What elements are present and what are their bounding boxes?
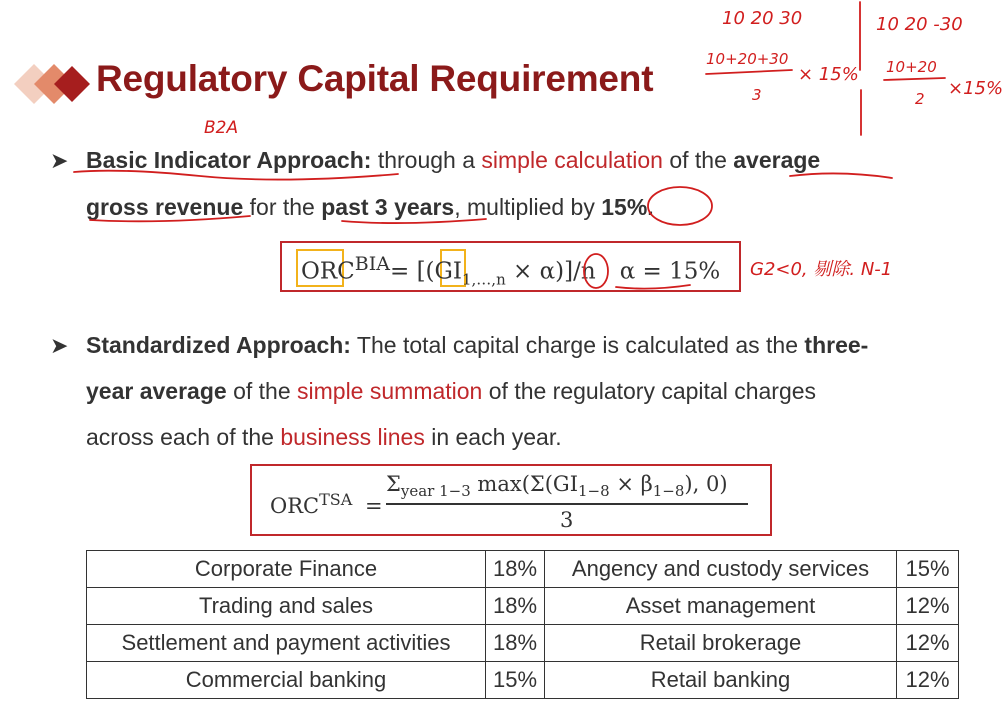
bia-text: of the <box>662 147 734 173</box>
business-line-beta: 12% <box>897 588 959 625</box>
bullet-arrow-icon: ➤ <box>50 148 69 173</box>
business-line-name: Retail brokerage <box>545 625 897 662</box>
page-title: Regulatory Capital Requirement <box>96 58 654 99</box>
bia-formula-sub: 1,…,n <box>461 270 506 289</box>
business-line-name: Retail banking <box>545 662 897 699</box>
tsa-formula-orc: ORC <box>270 494 320 518</box>
tsa-formula-sup: TSA <box>319 490 353 509</box>
bia-paragraph-line2 <box>86 194 654 221</box>
handwriting-numbers-2: 10 20 -30 <box>876 14 963 35</box>
bia-highlight-simple: simple calculation <box>481 147 663 173</box>
bullet-arrow-icon: ➤ <box>50 333 69 358</box>
handwriting-bia-note: B2A <box>204 118 239 138</box>
table-row <box>87 625 959 662</box>
bia-formula-sup: BIA <box>354 253 390 275</box>
table-row <box>87 662 959 699</box>
tsa-formula-gi-sub: 1−8 <box>578 482 610 501</box>
tsa-simple-summation: simple summation <box>297 378 483 404</box>
handwriting-frac2-tail: ×15% <box>948 78 1004 99</box>
table-row <box>87 551 959 588</box>
tsa-text: of the regulatory capital charges <box>482 378 817 404</box>
tsa-formula-numerator <box>386 472 728 500</box>
tsa-name: Standardized Approach: <box>86 332 351 358</box>
bia-formula-n: n <box>580 258 596 285</box>
handwriting-frac2-num: 10+20 <box>886 58 937 76</box>
business-line-name: Asset management <box>545 588 897 625</box>
business-line-name: Settlement and payment activities <box>87 625 486 662</box>
bia-formula-orc: ORC <box>301 258 355 285</box>
tsa-formula-sigma: Σ <box>386 472 401 496</box>
bia-name: Basic Indicator Approach: <box>86 147 372 173</box>
handwriting-numbers-1: 10 20 30 <box>722 8 803 29</box>
bia-formula-gi: GI <box>434 258 462 285</box>
tsa-formula-num: max(Σ(GI <box>470 472 579 496</box>
tsa-formula-times: × β <box>609 472 653 496</box>
tsa-year-average: year average <box>86 378 227 404</box>
bia-paragraph-line1 <box>86 147 820 174</box>
tsa-formula-b-sub: 1−8 <box>652 482 685 501</box>
business-line-name: Corporate Finance <box>87 551 486 588</box>
tsa-formula-lhs <box>270 490 383 518</box>
bia-formula <box>301 253 720 288</box>
tsa-formula-eq: = <box>364 494 383 518</box>
tsa-text: across each of the <box>86 424 281 450</box>
bia-formula-rest: × α)]/ <box>505 258 581 285</box>
business-line-beta: 12% <box>897 662 959 699</box>
tsa-fraction-bar <box>386 503 748 505</box>
bia-formula-alpha: α = 15% <box>619 258 721 285</box>
handwriting-frac2-den: 2 <box>915 90 925 108</box>
bia-text: for the <box>243 194 322 220</box>
tsa-three: three- <box>804 332 869 358</box>
tsa-business-lines: business lines <box>280 424 425 450</box>
business-line-beta: 18% <box>486 551 545 588</box>
business-line-name: Angency and custody services <box>545 551 897 588</box>
bia-gross-revenue: gross revenue <box>86 194 244 220</box>
handwriting-frac1-num: 10+20+30 <box>706 50 789 68</box>
business-line-beta: 18% <box>486 625 545 662</box>
business-line-beta: 15% <box>486 662 545 699</box>
tsa-text: of the <box>226 378 298 404</box>
tsa-paragraph-line2 <box>86 378 816 405</box>
bia-past-years: past 3 years <box>321 194 455 220</box>
bia-average: average <box>733 147 821 173</box>
handwriting-frac1-tail: × 15% <box>798 64 859 85</box>
table-row <box>87 588 959 625</box>
bia-text: , multiplied by <box>454 194 602 220</box>
tsa-formula-sigma-sub: year 1−3 <box>400 482 471 501</box>
bia-text: through a <box>371 147 482 173</box>
business-line-beta: 12% <box>897 625 959 662</box>
handwriting-gi-note: G2<0, 剔除. N-1 <box>750 259 893 280</box>
business-line-name: Trading and sales <box>87 588 486 625</box>
handwriting-frac1-den: 3 <box>752 86 762 104</box>
business-lines-table <box>86 550 959 699</box>
business-line-beta: 18% <box>486 588 545 625</box>
tsa-paragraph-line1 <box>86 332 868 359</box>
business-line-name: Commercial banking <box>87 662 486 699</box>
tsa-formula-denominator: 3 <box>560 508 574 532</box>
bia-formula-eq: = [( <box>389 258 435 285</box>
business-line-beta: 15% <box>897 551 959 588</box>
bia-percent: 15%. <box>601 194 654 220</box>
tsa-formula-close: ), 0) <box>684 472 728 496</box>
tsa-text: The total capital charge is calculated as the <box>350 332 805 358</box>
tsa-paragraph-line3 <box>86 424 562 451</box>
title-diamonds-icon <box>12 60 92 108</box>
tsa-text: in each year. <box>424 424 562 450</box>
